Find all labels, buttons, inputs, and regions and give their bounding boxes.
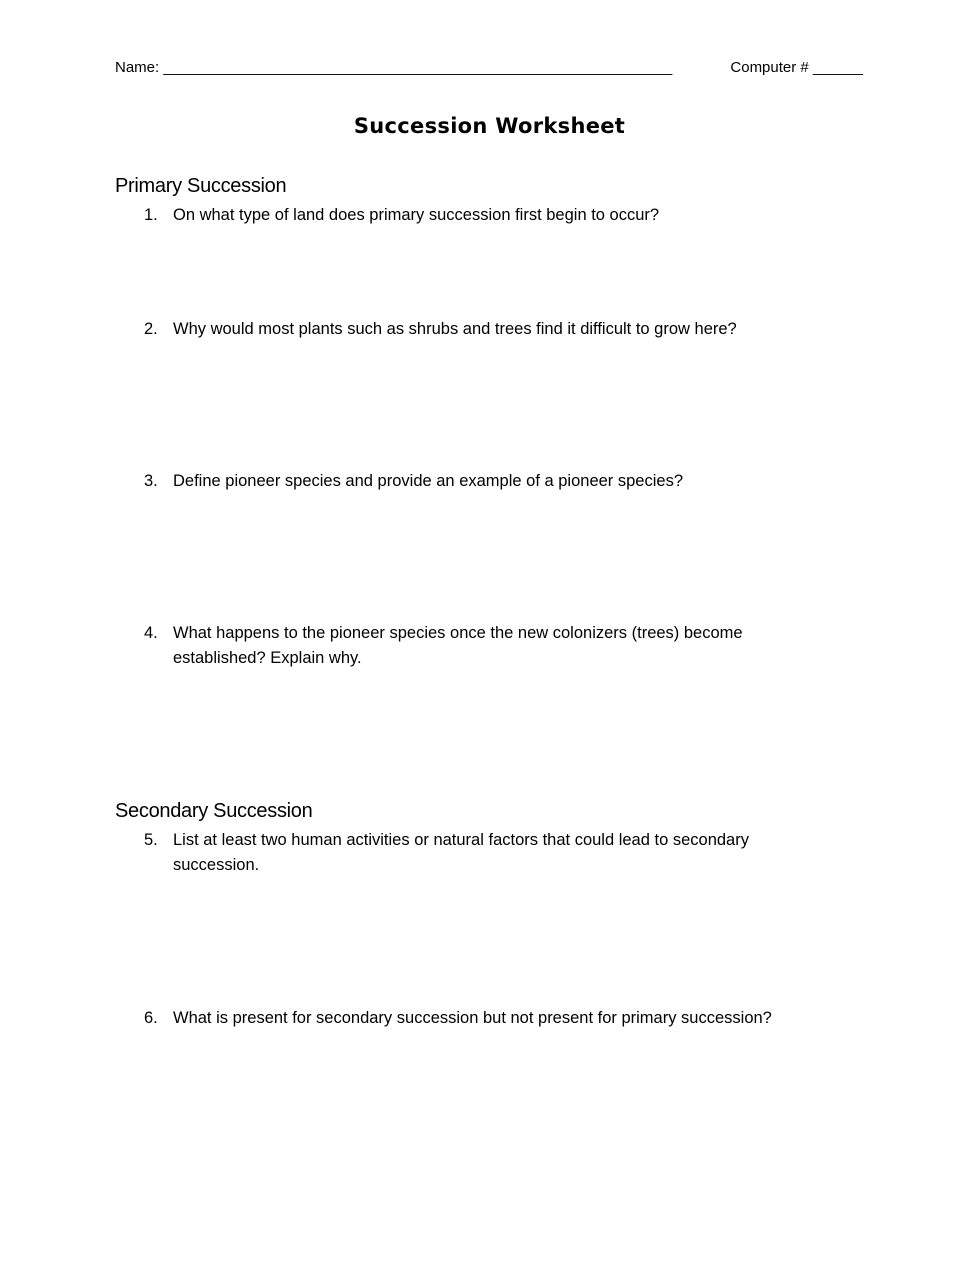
- question-text: What happens to the pioneer species once the new colonizers (trees) become established? Explain why.: [173, 624, 743, 667]
- header-row: [115, 59, 863, 81]
- section-heading-primary: Primary Succession: [115, 175, 287, 197]
- question-text: Define pioneer species and provide an example of a pioneer species?: [173, 472, 683, 490]
- computer-number-field: [730, 59, 863, 76]
- question-number: 6.: [144, 1009, 158, 1027]
- question-text: What is present for secondary succession but not present for primary succession?: [173, 1009, 772, 1027]
- computer-blank: ______: [812, 59, 863, 76]
- section-heading-secondary: Secondary Succession: [115, 800, 313, 822]
- computer-label: Computer #: [730, 59, 809, 76]
- question-text: Why would most plants such as shrubs and trees find it difficult to grow here?: [173, 320, 737, 338]
- question-number: 4.: [144, 624, 158, 642]
- page-title: Succession Worksheet: [353, 114, 626, 138]
- question-number: 5.: [144, 831, 158, 849]
- name-field: [115, 59, 672, 76]
- name-blank: _____________________________________________________________: [163, 59, 673, 76]
- question-number: 2.: [144, 320, 158, 338]
- name-label: Name:: [115, 59, 160, 76]
- question-text: On what type of land does primary succession first begin to occur?: [173, 206, 660, 224]
- question-number: 3.: [144, 472, 158, 490]
- question-number: 1.: [144, 206, 158, 224]
- question-text: List at least two human activities or natural factors that could lead to secondary succession.: [173, 831, 749, 874]
